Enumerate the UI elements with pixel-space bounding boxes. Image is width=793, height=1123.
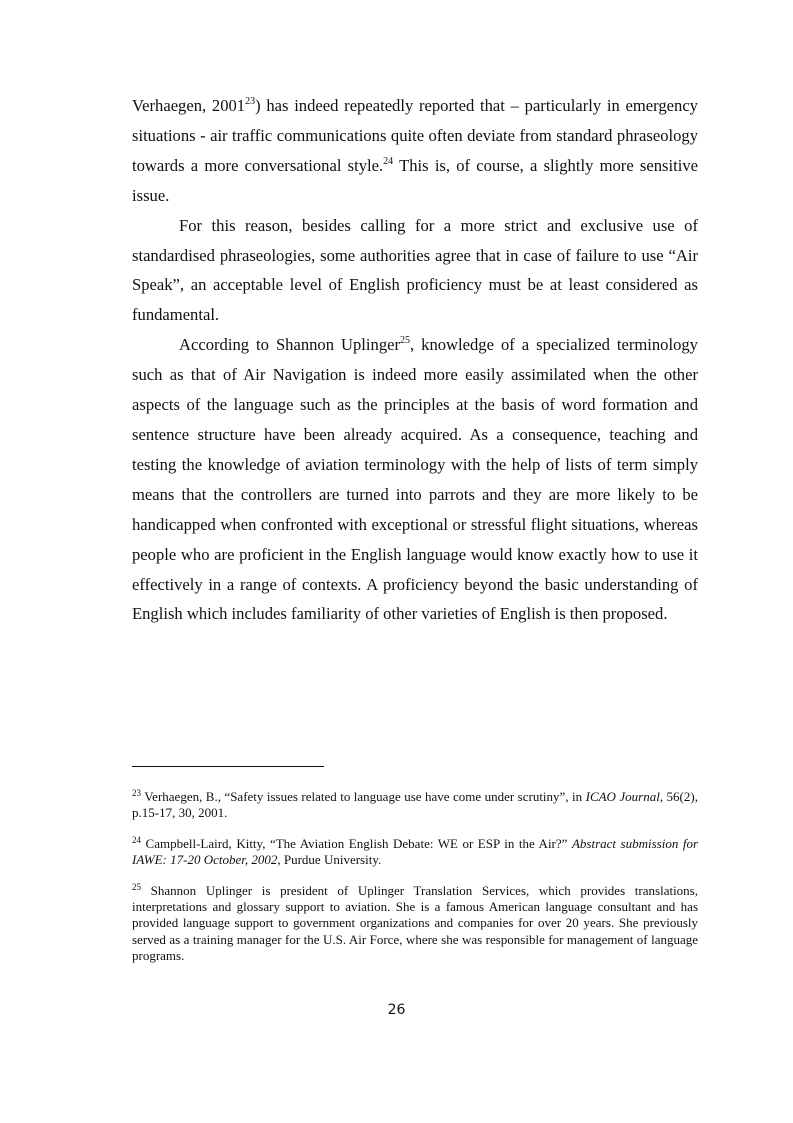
paragraph-3-text-a: According to Shannon Uplinger [179, 335, 401, 355]
paragraph-3-text-b: , knowledge of a specialized terminology such as that of Air Navigation is indeed more easily assimilated when the other aspects of the language such as the principles at the basis of word formation and sentence structure have been already acquired. As a consequence, teaching and testing the knowledge of aviation terminology with the help of lists of term simply means that the controllers are turned into parrots and they are more likely to be handicapped when confronted with exceptional or stressful flight situations, whereas people who are proficient in the English language would know exactly how to use it effectively in a range of contexts. A proficiency beyond the basic understanding of English which includes familiarity of other varieties of English is then proposed. [132, 335, 698, 624]
paragraph-3 [132, 330, 698, 629]
page-number: 26 [387, 1002, 406, 1018]
paragraph-1 [132, 91, 698, 211]
footnote-23-journal: ICAO Journal [585, 789, 660, 804]
paragraph-1-text-c: This is, of course, a slightly more sensitive issue. [132, 155, 698, 205]
footnote-ref-24: 24 [383, 155, 394, 167]
footnote-separator [132, 766, 324, 767]
footnote-ref-23: 23 [245, 96, 256, 107]
footnote-23-text-a: Verhaegen, B., “Safety issues related to language use have come under scrutiny”, in [141, 789, 586, 804]
footnote-number-23: 23 [132, 788, 141, 798]
footnote-23 [132, 789, 698, 822]
footnote-25-text: Shannon Uplinger is president of Uplinger Translation Services, which provides translations, interpretations and glossary support to aviation. She is a famous American language consultant and has provided language support to government organizations and companies for over 20 years. She previously served as a training manager for the U.S. Air Force, where she was responsible for management of language programs. [132, 882, 698, 964]
footnote-24-text-b: Purdue University. [280, 852, 382, 868]
footnote-24-source: Abstract submission for IAWE: 17-20 October, 2002, [132, 835, 699, 868]
paragraph-1-text-a: Verhaegen, 2001 [132, 96, 246, 115]
footnote-number-24: 24 [132, 834, 141, 845]
footnote-24-text-a: Campbell-Laird, Kitty, “The Aviation English Debate: WE or ESP in the Air?” [141, 835, 572, 851]
paragraph-1-text-b: ) has indeed repeatedly reported that – particularly in emergency situations - air traffic communications quite often deviate from standard phraseology towards a more conversational style. [132, 96, 698, 175]
footnote-23-text-b: , 56(2), p.15-17, 30, 2001. [132, 789, 698, 821]
footnote-ref-25: 25 [400, 335, 411, 347]
footnote-25 [132, 883, 698, 965]
paragraph-2: For this reason, besides calling for a more strict and exclusive use of standardised phraseologies, some authorities agree that in case of failure to use “Air Speak”, an acceptable level of English proficiency must be at least considered as fundamental. [132, 215, 698, 325]
footnote-24 [132, 836, 698, 869]
footnotes [132, 789, 698, 965]
footnote-number-25: 25 [132, 881, 141, 892]
body-text [132, 91, 698, 629]
